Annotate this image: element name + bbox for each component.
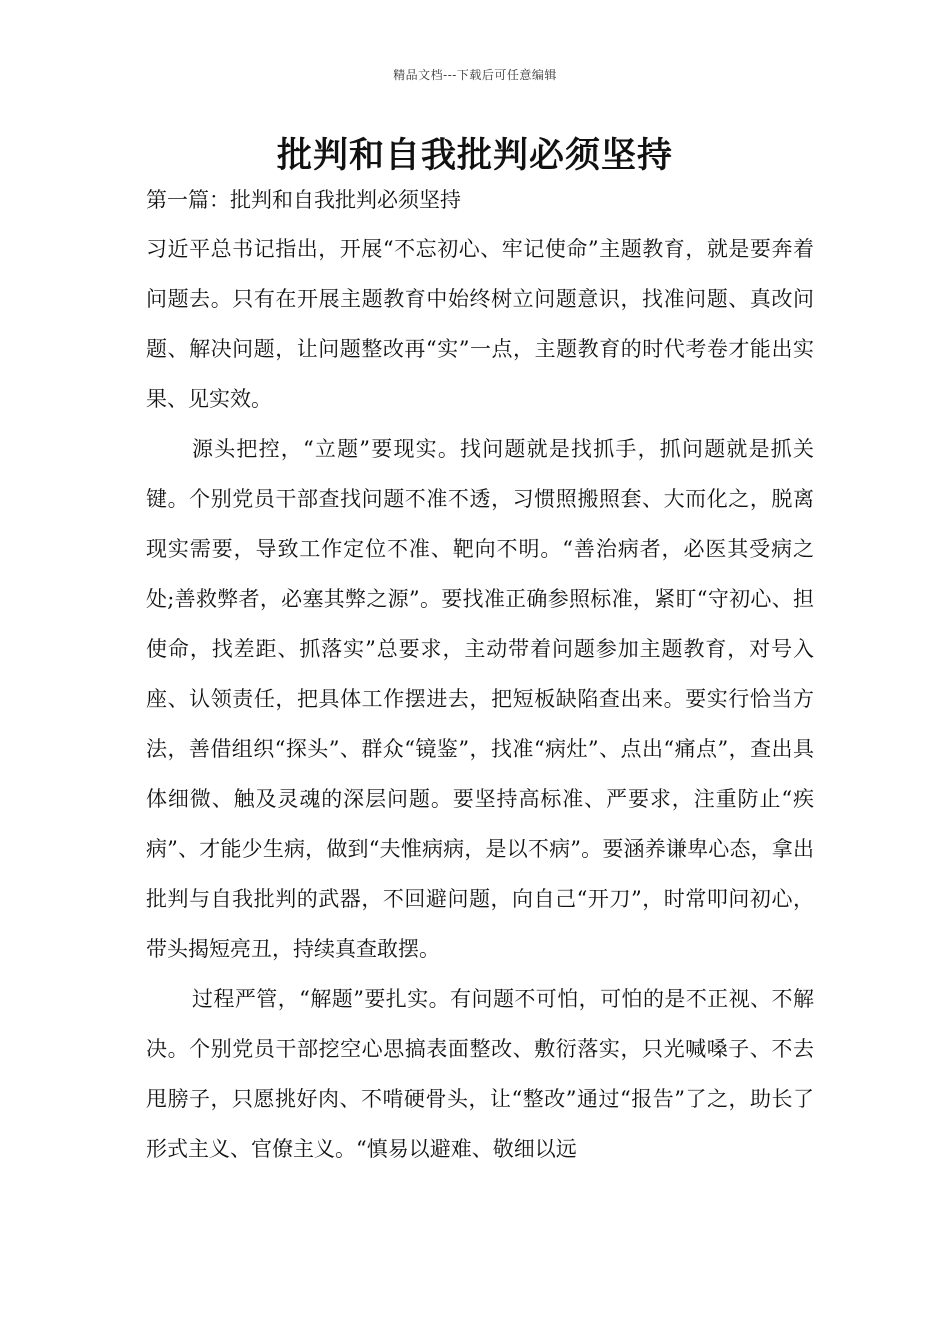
document-title: 批判和自我批判必须坚持 xyxy=(276,136,673,176)
document-body xyxy=(146,224,814,1174)
paragraph-source-control: 源头把控，“立题”要现实。找问题就是找抓手，抓问题就是抓关键。个别党员干部查找问题不准不透，习惯照搬照套、大而化之，脱离现实需要，导致工作定位不准、靶向不明。“善治病者，必医其受病之处;善救弊者，必塞其弊之源”。要找准正确参照标准，紧盯“守初心、担使命，找差距、抓落实”总要求，主动带着问题参加主题教育，对号入座、认领责任，把具体工作摆进去，把短板缺陷查出来。要实行恰当方法，善借组织“探头”、群众“镜鉴”，找准“病灶”、点出“痛点”，查出具体细微、触及灵魂的深层问题。要坚持高标准、严要求，注重防止“疾病”、才能少生病，做到“夫惟病病，是以不病”。要涵养谦卑心态，拿出批判与自我批判的武器，不回避问题，向自己“开刀”，时常叩问初心，带头揭短亮丑，持续真查敢摆。 xyxy=(146,437,814,961)
header-note: 精品文档---下载后可任意编辑 xyxy=(393,68,557,82)
paragraph-process-control: 过程严管，“解题”要扎实。有问题不可怕，可怕的是不正视、不解决。个别党员干部挖空心思搞表面整改、敷衍落实，只光喊嗓子、不去甩膀子，只愿挑好肉、不啃硬骨头，让“整改”通过“报告”了之，助长了形式主义、官僚主义。“慎易以避难、敬细以远 xyxy=(146,987,814,1161)
section-heading: 第一篇：批判和自我批判必须坚持 xyxy=(146,188,461,212)
paragraph-intro: 习近平总书记指出，开展“不忘初心、牢记使命”主题教育，就是要奔着问题去。只有在开展主题教育中始终树立问题意识，找准问题、真改问题、解决问题，让问题整改再“实”一点，主题教育的时代考卷才能出实果、见实效。 xyxy=(146,237,814,411)
